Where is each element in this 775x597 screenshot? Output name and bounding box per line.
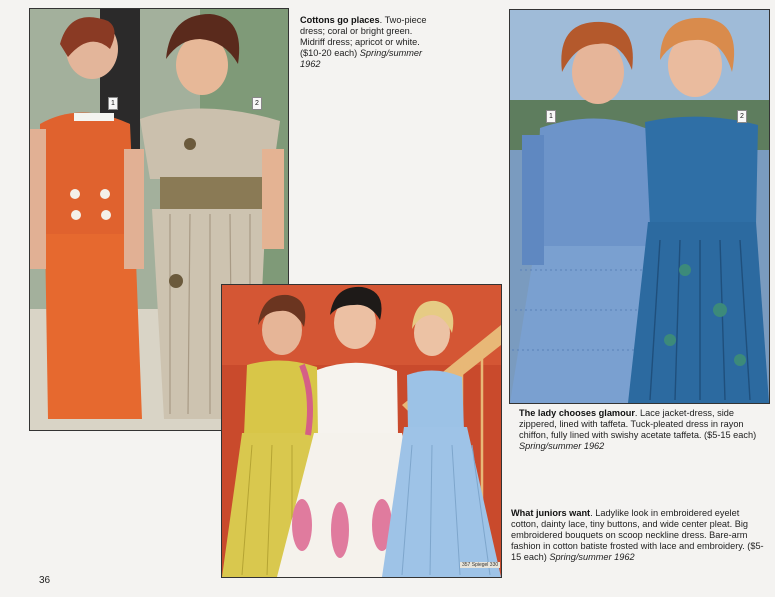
photo-badge-2: 2 (737, 110, 747, 123)
photo-badge-2: 2 (252, 97, 262, 110)
glamour-dresses-illustration (510, 10, 769, 403)
caption-juniors-source: Spring/summer 1962 (549, 552, 635, 562)
junior-dresses-illustration (222, 285, 501, 577)
photo-badge-1: 1 (546, 110, 556, 123)
caption-glamour-source: Spring/summer 1962 (519, 441, 605, 451)
caption-cottons-body: . Two-piece dress; coral or bright green. Midriff dress; apricot or white. ($10-20 each) (300, 15, 427, 58)
caption-juniors (511, 508, 769, 563)
caption-glamour-title: The lady chooses glamour (519, 408, 635, 418)
caption-glamour-body: . Lace jacket-dress, side zippered, lined with taffeta. Tuck-pleated dress in rayon chiffon, fully lined with swishy acetate taffeta. ($5-15 each) (519, 408, 757, 440)
caption-glamour (519, 408, 769, 452)
photo-badge-1: 1 (108, 97, 118, 110)
photo-glamour-dresses (509, 9, 770, 404)
caption-cottons (300, 15, 432, 70)
caption-cottons-title: Cottons go places (300, 15, 380, 25)
page-number: 36 (39, 575, 51, 586)
caption-juniors-title: What juniors want (511, 508, 591, 518)
catalog-stamp: 357 Spiegel 330 (462, 562, 499, 568)
caption-juniors-body: . Ladylike look in embroidered eyelet cotton, dainty lace, tiny buttons, and wide center pleat. Big embroidered bouquets on scoop neckline dress. Bare-arm fashion in cotton batiste frosted with lace and embroidery. ($5-15 each) (511, 508, 764, 562)
photo-junior-dresses (221, 284, 502, 578)
caption-cottons-source: Spring/summer 1962 (300, 48, 423, 69)
